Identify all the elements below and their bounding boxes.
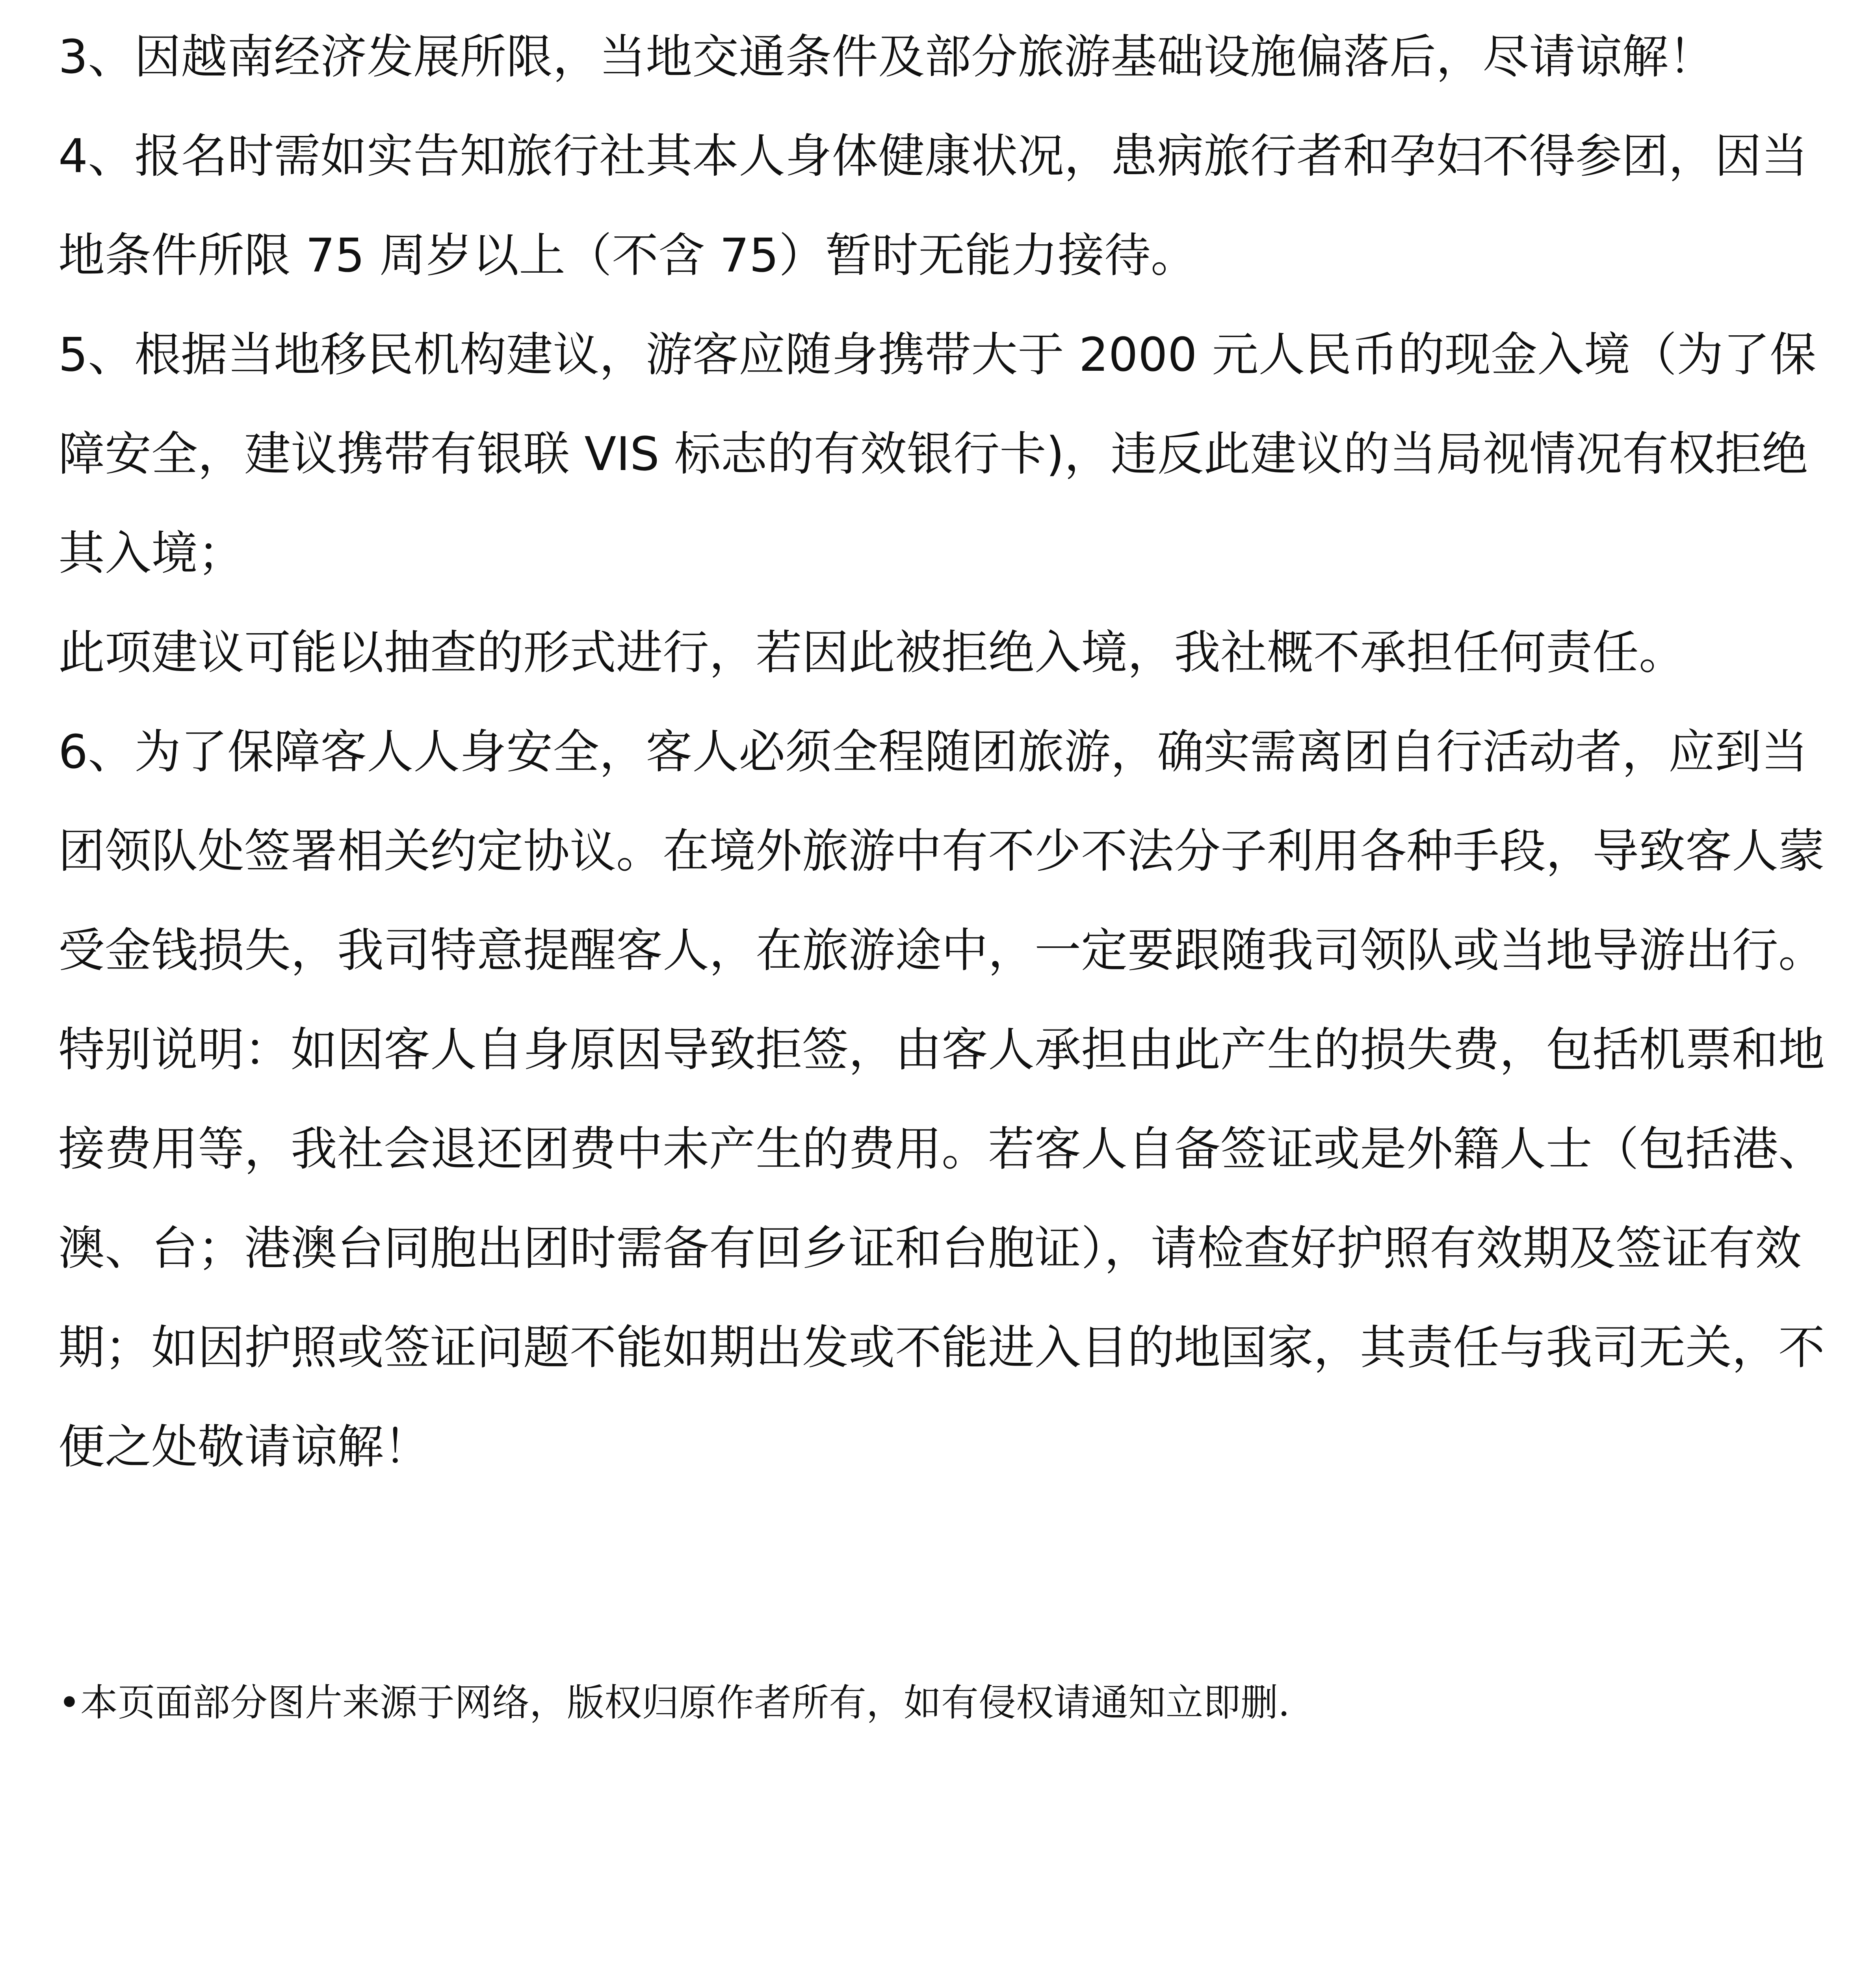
notice-item-4: 4、报名时需如实告知旅行社其本人身体健康状况，患病旅行者和孕妇不得参团，因当地条件所限 75 周岁以上（不含 75）暂时无能力接待。 [58, 129, 1808, 282]
notice-item-5-addendum: 此项建议可能以抽查的形式进行，若因此被拒绝入境，我社概不承担任何责任。 [58, 625, 1686, 680]
notice-item-5: 5、根据当地移民机构建议，游客应随身携带大于 2000 元人民币的现金入境（为了保障安全，建议携带有银联 VIS 标志的有效银行卡)，违反此建议的当局视情况有权拒绝其入境； [58, 327, 1817, 580]
notice-item-3: 3、因越南经济发展所限，当地交通条件及部分旅游基础设施偏落后，尽请谅解！ [58, 30, 1715, 84]
notice-body [58, 7, 1831, 1496]
notice-item-6: 6、为了保障客人人身安全，客人必须全程随团旅游，确实需离团自行活动者，应到当团领队处签署相关约定协议。在境外旅游中有不少不法分子利用各种手段，导致客人蒙受金钱损失，我司特意提醒客人，在旅游途中，一定要跟随我司领队或当地导游出行。 [58, 725, 1825, 978]
special-statement: 特别说明：如因客人自身原因导致拒签，由客人承担由此产生的损失费，包括机票和地接费用等，我社会退还团费中未产生的费用。若客人自备签证或是外籍人士（包括港、澳、台；港澳台同胞出团时需备有回乡证和台胞证），请检查好护照有效期及签证有效期；如因护照或签证问题不能如期出发或不能进入目的地国家，其责任与我司无关，不便之处敬请谅解！ [58, 1022, 1825, 1474]
copyright-footnote: •本页面部分图片来源于网络，版权归原作者所有，如有侵权请通知立即删. [58, 1681, 1290, 1725]
